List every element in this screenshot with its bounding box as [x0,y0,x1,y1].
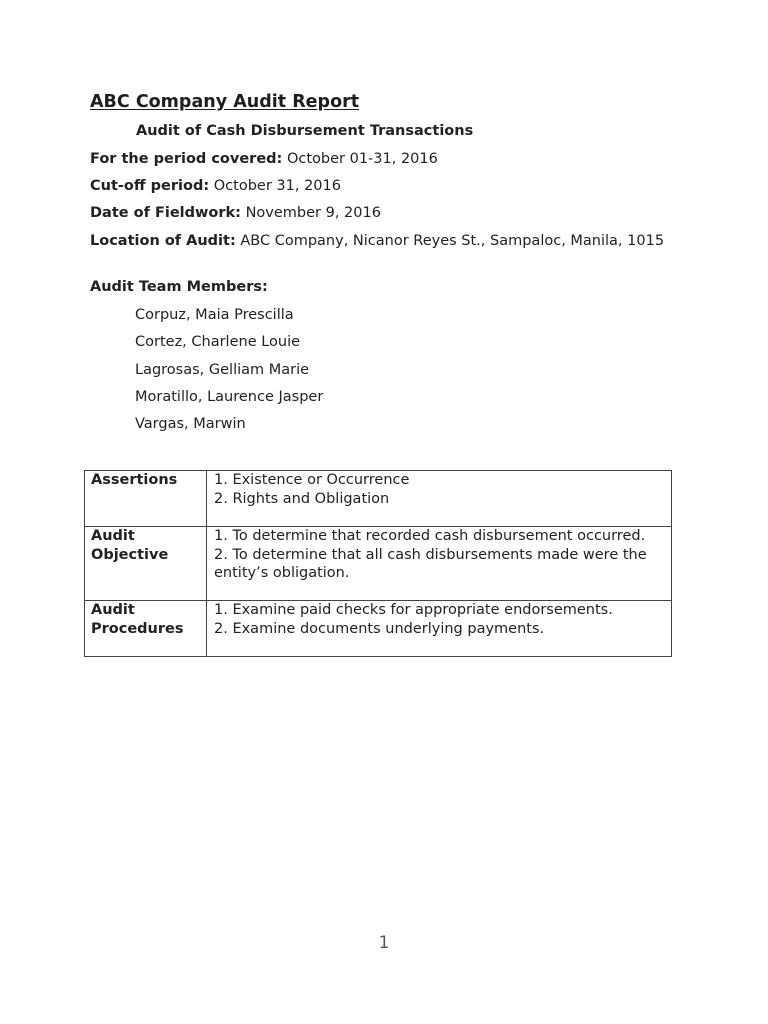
team-member: Vargas, Marwin [135,416,246,433]
page-number: 1 [378,933,390,953]
team-members-list [135,306,323,442]
row-content-audit-procedures [207,601,672,657]
audit-location-label: Location of Audit: [90,233,236,249]
period-covered-field [90,150,438,169]
row-header-audit-objective: Audit Objective [85,527,207,601]
row-line: 1. Examine paid checks for appropriate endorsements. [214,602,613,618]
row-content-assertions [207,471,672,527]
period-covered-value: October 01-31, 2016 [286,151,438,167]
period-covered-label: For the period covered: [90,151,283,167]
cutoff-period-value: October 31, 2016 [213,178,341,194]
row-line: 1. To determine that recorded cash disbursement occurred. [214,528,646,544]
row-line: 2. Examine documents underlying payments. [214,620,545,637]
team-members-label: Audit Team Members: [90,279,268,295]
fieldwork-date-field [90,204,381,223]
cutoff-period-label: Cut-off period: [90,178,210,194]
row-line: 1. Existence or Occurrence [214,472,410,488]
team-member: Cortez, Charlene Louie [135,334,301,351]
team-member: Lagrosas, Gelliam Marie [135,361,310,378]
table-row [85,471,672,527]
table-row [85,527,672,601]
team-member: Moratillo, Laurence Jasper [135,388,324,405]
row-content-audit-objective [207,527,672,601]
audit-table [84,470,672,657]
audit-location-field [90,232,677,251]
row-header-assertions: Assertions [85,471,207,527]
row-line: 2. To determine that all cash disbursements made were the entity’s obligation. [214,546,647,581]
table-row [85,601,672,657]
report-subtitle: Audit of Cash Disbursement Transactions [136,123,474,139]
fieldwork-date-value: November 9, 2016 [245,205,381,221]
team-member: Corpuz, Maia Prescilla [135,307,294,323]
report-title: ABC Company Audit Report [90,92,360,112]
row-line: 2. Rights and Obligation [214,490,390,507]
audit-location-value: ABC Company, Nicanor Reyes St., Sampaloc, Manila, 1015 [240,233,665,249]
row-header-audit-procedures: Audit Procedures [85,601,207,657]
cutoff-period-field [90,177,341,196]
fieldwork-date-label: Date of Fieldwork: [90,205,241,221]
